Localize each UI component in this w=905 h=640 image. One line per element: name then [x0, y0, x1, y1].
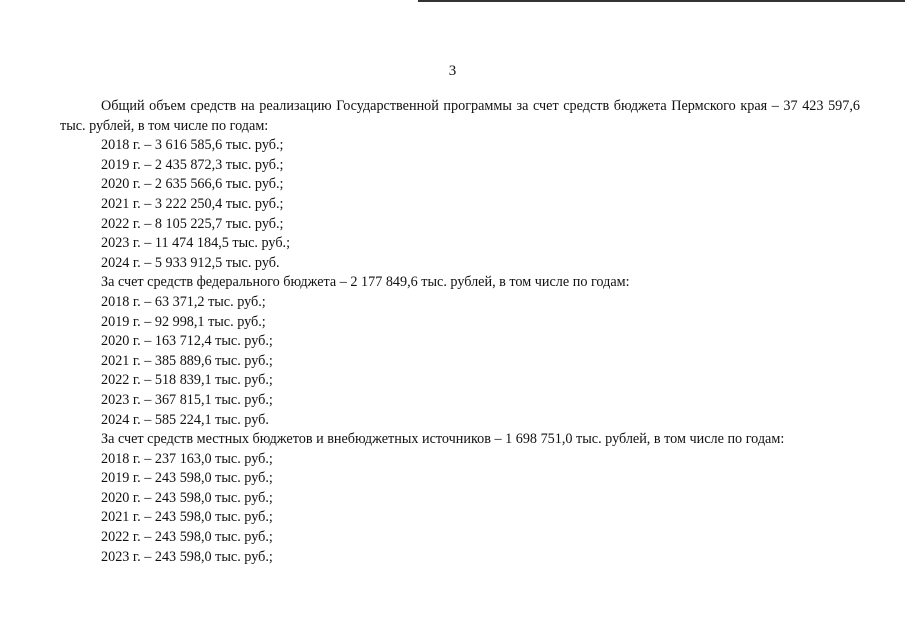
regional-budget-2022: 2022 г. – 8 105 225,7 тыс. руб.;	[101, 215, 284, 232]
local-budget-2021: 2021 г. – 243 598,0 тыс. руб.;	[101, 509, 273, 526]
federal-budget-heading: За счет средств федерального бюджета – 2 177 849,6 тыс. рублей, в том числе по годам:	[101, 274, 630, 291]
intro-paragraph: Общий объем средств на реализацию Государственной программы за счет средств бюджета Пермского края – 37 423 597,6 тыс. рублей, в том числе по годам:	[60, 98, 860, 134]
local-budget-2020: 2020 г. – 243 598,0 тыс. руб.;	[101, 489, 273, 506]
local-budget-2019: 2019 г. – 243 598,0 тыс. руб.;	[101, 470, 273, 487]
federal-budget-2019: 2019 г. – 92 998,1 тыс. руб.;	[101, 313, 266, 330]
page-number: 3	[448, 63, 457, 79]
federal-budget-2023: 2023 г. – 367 815,1 тыс. руб.;	[101, 391, 273, 408]
federal-budget-2022: 2022 г. – 518 839,1 тыс. руб.;	[101, 372, 273, 389]
local-budget-2023: 2023 г. – 243 598,0 тыс. руб.;	[101, 548, 273, 565]
top-edge-rule	[418, 0, 905, 2]
regional-budget-2024: 2024 г. – 5 933 912,5 тыс. руб.	[101, 254, 280, 271]
local-budget-2022: 2022 г. – 243 598,0 тыс. руб.;	[101, 529, 273, 546]
document-body	[60, 97, 860, 567]
federal-budget-2024: 2024 г. – 585 224,1 тыс. руб.	[101, 411, 269, 428]
local-budget-2018: 2018 г. – 237 163,0 тыс. руб.;	[101, 450, 273, 467]
regional-budget-2018: 2018 г. – 3 616 585,6 тыс. руб.;	[101, 137, 284, 154]
regional-budget-2020: 2020 г. – 2 635 566,6 тыс. руб.;	[101, 176, 284, 193]
regional-budget-2023: 2023 г. – 11 474 184,5 тыс. руб.;	[101, 235, 291, 252]
federal-budget-2020: 2020 г. – 163 712,4 тыс. руб.;	[101, 333, 273, 350]
regional-budget-2019: 2019 г. – 2 435 872,3 тыс. руб.;	[101, 156, 284, 173]
regional-budget-2021: 2021 г. – 3 222 250,4 тыс. руб.;	[101, 195, 284, 212]
federal-budget-2018: 2018 г. – 63 371,2 тыс. руб.;	[101, 293, 266, 310]
local-budget-heading: За счет средств местных бюджетов и внебюджетных источников – 1 698 751,0 тыс. рублей, в том числе по годам:	[101, 431, 785, 448]
federal-budget-2021: 2021 г. – 385 889,6 тыс. руб.;	[101, 352, 273, 369]
